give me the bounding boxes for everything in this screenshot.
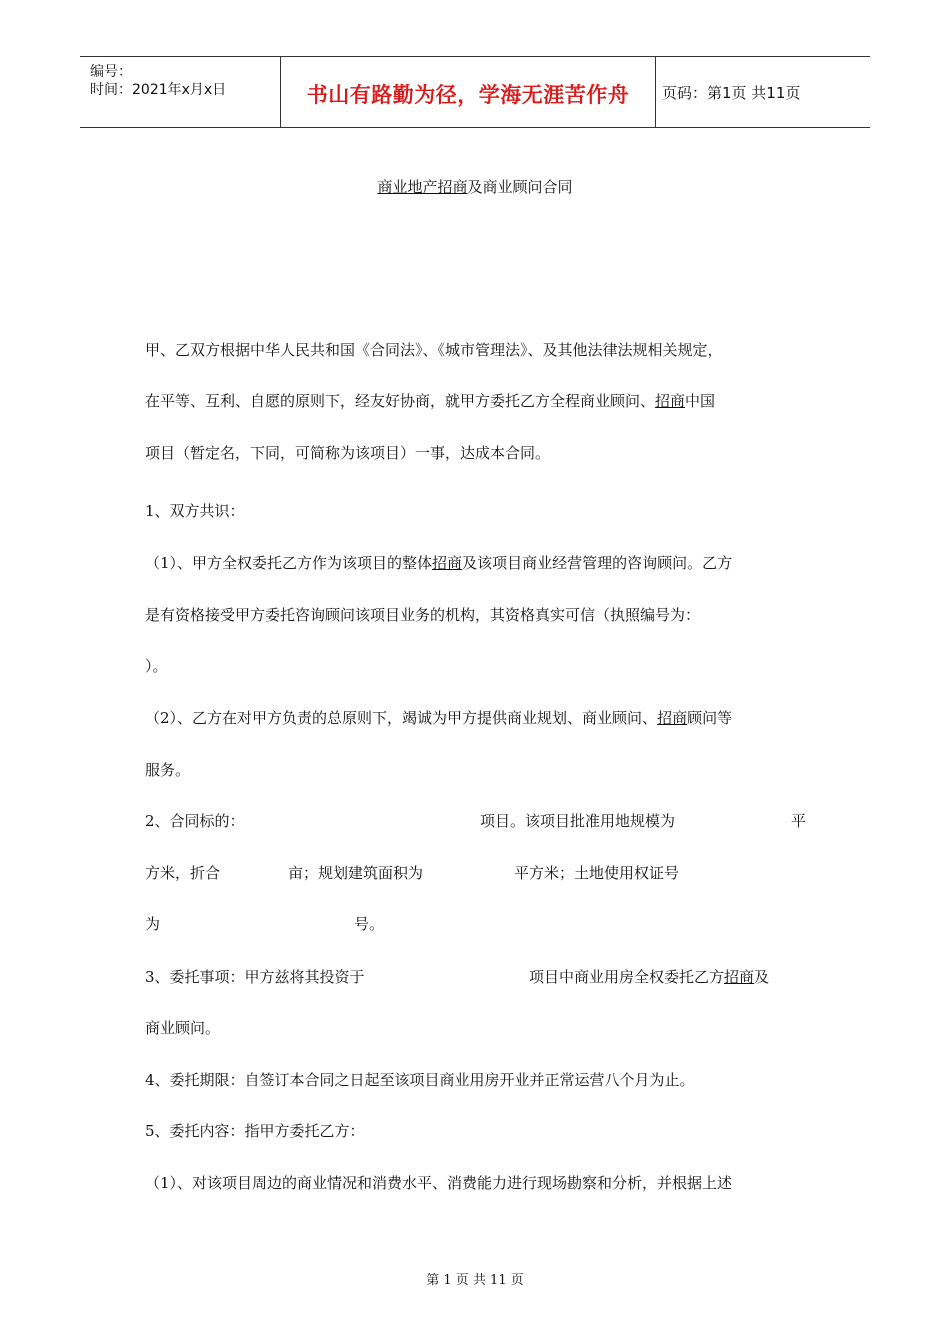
paragraph-line: 项目（暂定名，下同，可简称为该项目）一事，达成本合同。	[145, 444, 551, 462]
paragraph-line: ）。	[145, 657, 168, 675]
paragraph-line: 服务。	[145, 761, 191, 779]
entrust-line: 项目中商业用房全权委托乙方招商及	[529, 968, 770, 986]
zhaoshang-link[interactable]: 招商	[724, 968, 755, 986]
paragraph-line: 是有资格接受甲方委托咨询顾问该项目业务的机构，其资格真实可信（执照编号为：	[145, 606, 701, 624]
zhaoshang-link[interactable]: 招商	[655, 392, 686, 410]
paragraph-line: （1）、甲方全权委托乙方作为该项目的整体招商及该项目商业经营管理的咨询顾问。乙方	[145, 554, 733, 572]
header-page-cell	[654, 57, 870, 127]
paragraph-line: 在平等、互利、自愿的原则下，经友好协商，就甲方委托乙方全程商业顾问、招商中国	[145, 392, 716, 410]
area-line: 亩；规划建筑面积为	[288, 864, 424, 882]
motto: 书山有路勤为径，学海无涯苦作舟	[306, 83, 630, 107]
paragraph-line: （1）、对该项目周边的商业情况和消费水平、消费能力进行现场勘察和分析，并根据上述	[145, 1174, 733, 1192]
contract-subject-line: 平	[791, 812, 807, 830]
zhaoshang-link[interactable]: 招商	[657, 709, 688, 727]
page-footer: 第 1 页 共 11 页	[426, 1273, 524, 1288]
page-label: 页码：第1页 共11页	[662, 84, 801, 102]
header-motto-cell	[280, 57, 656, 127]
paragraph-line: 商业顾问。	[145, 1019, 221, 1037]
number-label: 编号：	[90, 64, 132, 80]
header-table	[80, 56, 870, 128]
header-info-cell	[80, 57, 280, 127]
paragraph-line: 5、委托内容：指甲方委托乙方：	[145, 1122, 365, 1140]
paragraph-line: （2）、乙方在对甲方负责的总原则下，竭诚为甲方提供商业规划、商业顾问、招商顾问等	[145, 709, 733, 727]
title-rest: 及商业顾问合同	[467, 178, 573, 196]
paragraph-line: 甲、乙双方根据中华人民共和国《合同法》、《城市管理法》、及其他法律法规相关规定，	[145, 341, 723, 359]
section-heading: 1、双方共识：	[145, 502, 245, 520]
zhaoshang-link[interactable]: 招商	[432, 554, 463, 572]
certificate-line: 号。	[354, 915, 385, 933]
area-line: 方米，折合	[145, 864, 221, 882]
area-line: 平方米；土地使用权证号	[514, 864, 680, 882]
contract-subject-line: 2、合同标的：	[145, 812, 245, 830]
time-label: 时间：2021年x月x日	[90, 82, 227, 98]
certificate-line: 为	[145, 915, 161, 933]
title-link[interactable]: 商业地产招商	[377, 178, 468, 196]
paragraph-line: 4、委托期限：自签订本合同之日起至该项目商业用房开业并正常运营八个月为止。	[145, 1071, 695, 1089]
entrust-line: 3、委托事项：甲方兹将其投资于	[145, 968, 365, 986]
contract-subject-line: 项目。该项目批准用地规模为	[480, 812, 676, 830]
document-title	[0, 176, 950, 197]
